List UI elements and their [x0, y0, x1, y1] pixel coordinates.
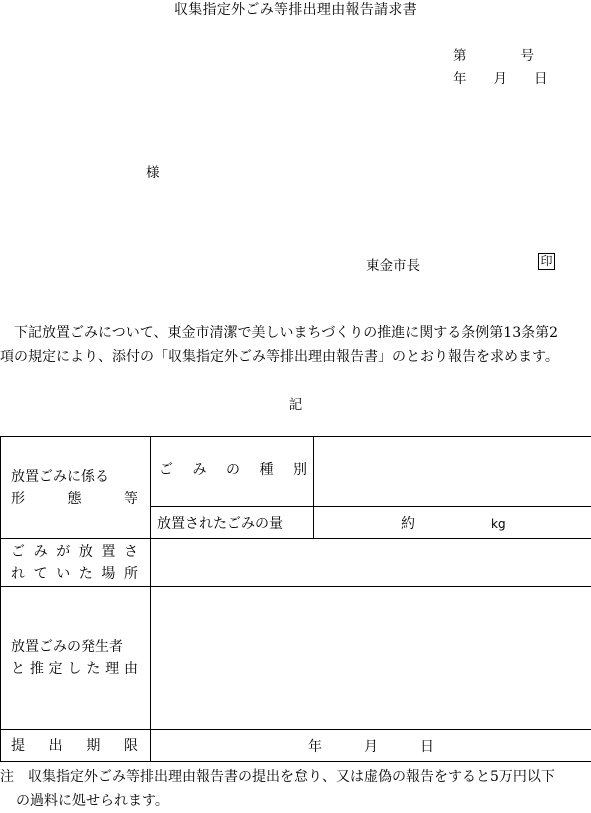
document-title: 収集指定外ごみ等排出理由報告請求書 [0, 0, 591, 19]
form-field-dump-location[interactable] [151, 539, 591, 587]
amount-unit: kg [491, 517, 506, 531]
request-body-line-2: 項の規定により、添付の「収集指定外ごみ等排出理由報告書」のとおり報告を求めます。 [0, 345, 591, 369]
addressee-honorific: 様 [146, 161, 160, 181]
form-label-deadline: 提 出 期 限 [1, 730, 151, 762]
report-form-table [0, 436, 591, 762]
form-label-waste-amount: 放置されたごみの量 [151, 507, 314, 539]
form-field-deadline[interactable]: 年 月 日 [151, 730, 591, 762]
request-body-line-1: 下記放置ごみについて、東金市清潔で美しいまちづくりの推進に関する条例第13条第2 [0, 321, 591, 345]
form-field-waste-type[interactable] [314, 437, 591, 507]
document-date-label: 年 月 日 [453, 67, 548, 87]
form-field-presumed-reason[interactable] [151, 587, 591, 730]
penalty-note-line-1: 注 収集指定外ごみ等排出理由報告書の提出を怠り、又は虚偽の報告をすると5万円以下 [0, 765, 591, 789]
form-label-waste-form-line-1: 放置ごみに係る [11, 466, 150, 488]
form-label-presumed-reason: 放置ごみの発生者 と 推 定 し た 理 由 [1, 587, 151, 730]
form-label-waste-type: ご み の 種 別 [151, 437, 314, 507]
document-number-label: 第 号 [453, 44, 534, 64]
form-label-waste-form [1, 437, 151, 539]
sender-name: 東金市長 [366, 254, 420, 274]
request-body [0, 321, 591, 369]
penalty-note [0, 765, 591, 813]
form-label-dump-location: ご み が 放 置 さ れ て い た 場 所 [1, 539, 151, 587]
form-label-presumed-reason-line-1: 放置ごみの発生者 [11, 636, 150, 658]
form-label-waste-form-line-2: 形 態 等 [11, 488, 150, 510]
ki-heading: 記 [0, 393, 591, 413]
form-field-waste-amount[interactable] [314, 507, 591, 539]
amount-prefix: 約 [401, 516, 415, 532]
penalty-note-line-2: の過料に処せられます。 [0, 789, 591, 813]
seal-box: 印 [538, 253, 555, 270]
